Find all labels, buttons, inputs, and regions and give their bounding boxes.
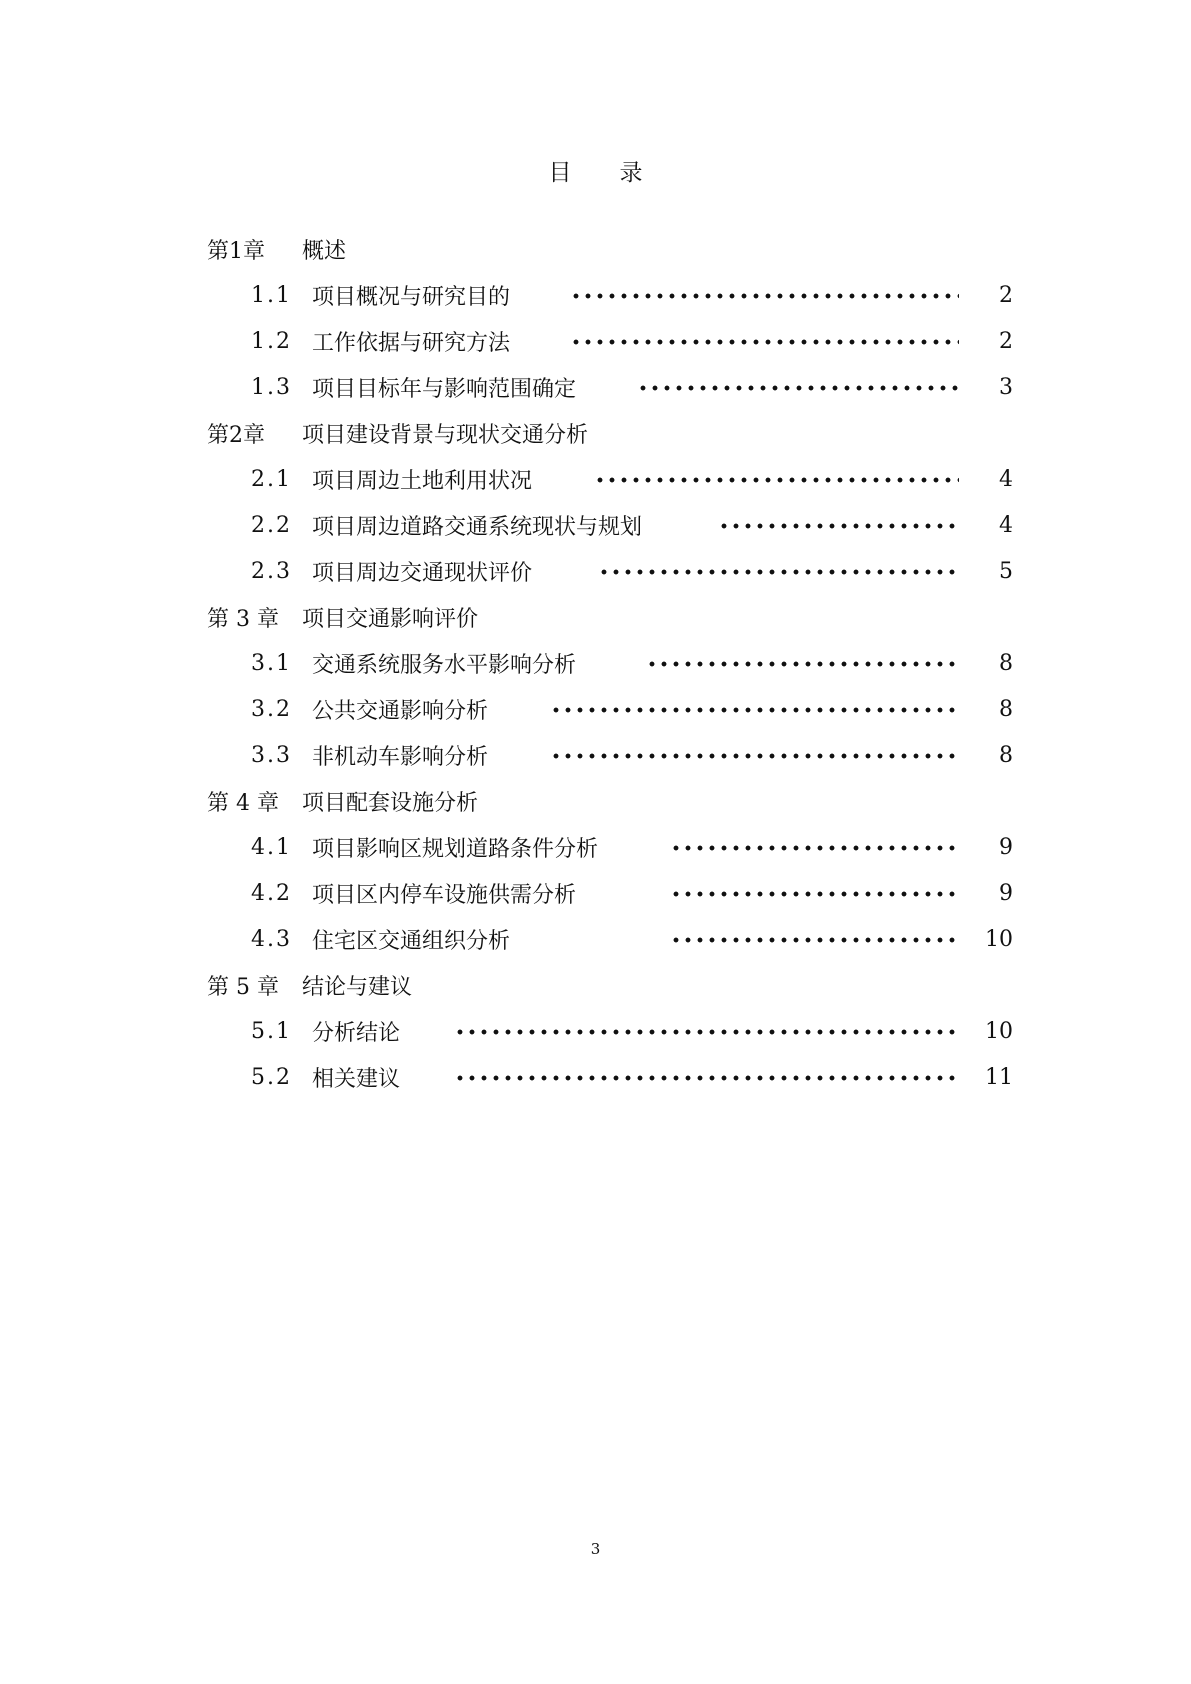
toc-section[interactable] <box>0 1054 1191 1100</box>
toc-section[interactable] <box>0 732 1191 778</box>
dot-leader <box>454 1027 959 1037</box>
dot-leader <box>670 843 959 853</box>
toc-section[interactable] <box>0 272 1191 318</box>
section-page-number: 2 <box>999 282 1013 308</box>
section-title: 项目区内停车设施供需分析 <box>312 882 577 908</box>
dot-leader <box>570 337 959 347</box>
section-page-number: 4 <box>999 466 1013 492</box>
section-title: 相关建议 <box>312 1066 401 1092</box>
dot-leader <box>637 383 959 393</box>
dot-leader <box>454 1073 959 1083</box>
toc-chapter[interactable] <box>0 594 1191 640</box>
toc-section[interactable] <box>0 456 1191 502</box>
section-page-number: 11 <box>985 1064 1013 1090</box>
dot-leader <box>594 475 959 485</box>
chapter-title: 项目配套设施分析 <box>302 790 479 816</box>
section-title: 公共交通影响分析 <box>312 698 489 724</box>
dot-leader <box>718 521 959 531</box>
chapter-number: 第1章 <box>207 238 265 264</box>
section-page-number: 10 <box>985 1018 1013 1044</box>
section-page-number: 8 <box>999 650 1013 676</box>
section-title: 非机动车影响分析 <box>312 744 489 770</box>
dot-leader <box>570 291 959 301</box>
section-number: 3.2 <box>251 696 292 722</box>
section-title: 交通系统服务水平影响分析 <box>312 652 577 678</box>
section-title: 项目影响区规划道路条件分析 <box>312 836 599 862</box>
chapter-number: 第 3 章 <box>207 606 279 632</box>
toc-section[interactable] <box>0 548 1191 594</box>
toc-chapter[interactable] <box>0 226 1191 272</box>
toc-chapter[interactable] <box>0 962 1191 1008</box>
section-page-number: 8 <box>999 696 1013 722</box>
section-number: 1.2 <box>251 328 292 354</box>
section-title: 住宅区交通组织分析 <box>312 928 511 954</box>
chapter-number: 第 5 章 <box>207 974 279 1000</box>
section-page-number: 3 <box>999 374 1013 400</box>
section-number: 2.1 <box>251 466 292 492</box>
section-number: 2.3 <box>251 558 292 584</box>
dot-leader <box>550 751 959 761</box>
section-number: 2.2 <box>251 512 292 538</box>
section-page-number: 10 <box>985 926 1013 952</box>
section-number: 3.3 <box>251 742 292 768</box>
toc-chapter[interactable] <box>0 410 1191 456</box>
chapter-title: 项目交通影响评价 <box>302 606 479 632</box>
section-page-number: 8 <box>999 742 1013 768</box>
section-title: 项目周边交通现状评价 <box>312 560 533 586</box>
section-title: 项目概况与研究目的 <box>312 284 511 310</box>
chapter-title: 结论与建议 <box>302 974 413 1000</box>
chapter-title: 概述 <box>302 238 347 264</box>
toc-section[interactable] <box>0 364 1191 410</box>
chapter-title: 项目建设背景与现状交通分析 <box>302 422 589 448</box>
toc-section[interactable] <box>0 1008 1191 1054</box>
section-number: 4.2 <box>251 880 292 906</box>
section-title: 项目周边土地利用状况 <box>312 468 533 494</box>
toc-title: 目录 <box>548 160 691 186</box>
dot-leader <box>670 935 959 945</box>
section-number: 1.3 <box>251 374 292 400</box>
toc-section[interactable] <box>0 318 1191 364</box>
table-of-contents <box>0 226 1191 1100</box>
section-number: 4.3 <box>251 926 292 952</box>
toc-section[interactable] <box>0 640 1191 686</box>
section-page-number: 2 <box>999 328 1013 354</box>
section-page-number: 5 <box>999 558 1013 584</box>
section-page-number: 9 <box>999 880 1013 906</box>
footer-page-number: 3 <box>590 1540 601 1558</box>
section-page-number: 4 <box>999 512 1013 538</box>
section-page-number: 9 <box>999 834 1013 860</box>
dot-leader <box>598 567 959 577</box>
toc-section[interactable] <box>0 870 1191 916</box>
chapter-number: 第2章 <box>207 422 265 448</box>
section-number: 5.2 <box>251 1064 292 1090</box>
section-number: 5.1 <box>251 1018 292 1044</box>
toc-section[interactable] <box>0 916 1191 962</box>
section-number: 3.1 <box>251 650 292 676</box>
toc-section[interactable] <box>0 824 1191 870</box>
toc-section[interactable] <box>0 502 1191 548</box>
toc-chapter[interactable] <box>0 778 1191 824</box>
toc-section[interactable] <box>0 686 1191 732</box>
section-title: 分析结论 <box>312 1020 401 1046</box>
section-number: 1.1 <box>251 282 292 308</box>
dot-leader <box>550 705 959 715</box>
section-title: 项目目标年与影响范围确定 <box>312 376 577 402</box>
section-title: 工作依据与研究方法 <box>312 330 511 356</box>
dot-leader <box>646 659 959 669</box>
section-title: 项目周边道路交通系统现状与规划 <box>312 514 643 540</box>
dot-leader <box>670 889 959 899</box>
chapter-number: 第 4 章 <box>207 790 279 816</box>
section-number: 4.1 <box>251 834 292 860</box>
